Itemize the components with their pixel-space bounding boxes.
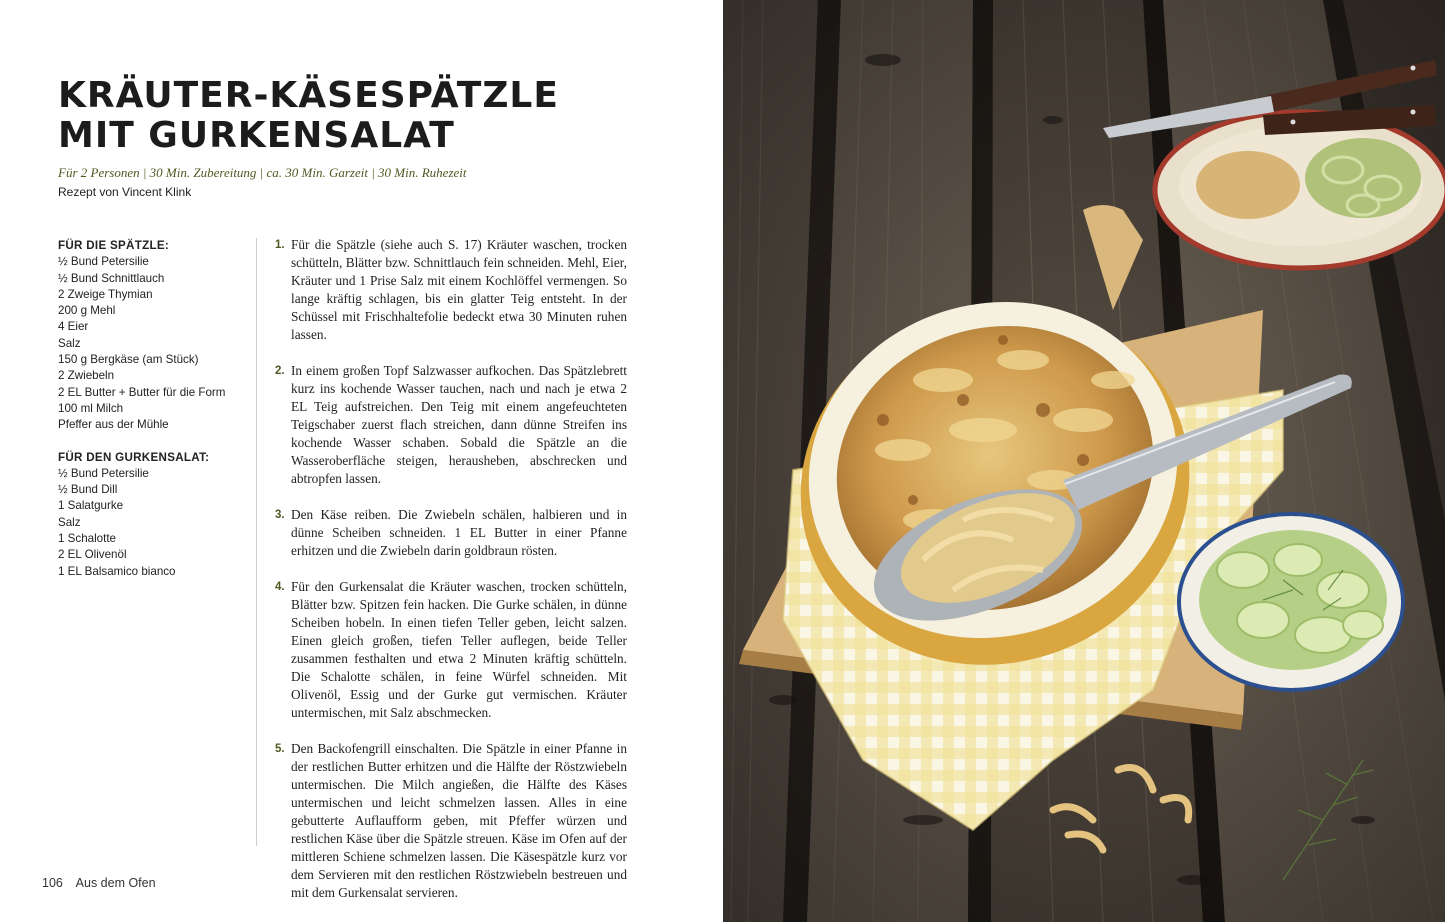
ingredient-item: 4 Eier [58,320,89,334]
ingredient-item: ½ Bund Petersilie [58,255,149,269]
step-text: In einem großen Topf Salzwasser aufkochen. Das Spätzlebrett kurz ins kochende Wasser tauchen, nach und nach je etwa 2 EL Teig aufstreichen. Den Teig mit einem angefeuchteten Teigschaber zuerst flach streichen, dann dünne Streifen ins kochende Wasser schaben. Sobald die Spätzle an die Wasseroberfläche steigen, herausheben, abschrecken und abtropfen lassen. [291,363,627,486]
column-divider [256,238,257,846]
ingredient-item: 2 Zwiebeln [58,369,115,383]
cucumber-salad-bowl [1179,514,1403,690]
page-number: 106 [42,876,63,890]
recipe-title-line-2: MIT GURKENSALAT [58,115,455,156]
ingredient-group-gurkensalat [58,450,248,580]
ingredients-list [58,238,248,580]
ingredient-item: Pfeffer aus der Mühle [58,418,169,432]
ingredient-group-heading: FÜR DIE SPÄTZLE: [58,239,170,252]
recipe-title-line-1: KRÄUTER-KÄSESPÄTZLE [58,75,559,116]
ingredient-item: 200 g Mehl [58,304,116,318]
food-photo [723,0,1445,922]
preparation-steps [272,236,627,920]
step-3 [272,506,627,560]
recipe-meta: Für 2 Personen | 30 Min. Zubereitung | ca. 30 Min. Garzeit | 30 Min. Ruhezeit [58,165,467,180]
step-text: Für die Spätzle (siehe auch S. 17) Kräuter waschen, trocken schütteln, Blätter bzw. Schnittlauch fein schneiden. Mehl, Eier, Kräuter und 1 Prise Salz mit einem Kochlöffel vermengen. So lange kräftig schlagen, bis ein glatter Teig entsteht. In der Schüssel mit Frischhaltefolie bedeckt etwa 30 Minuten ruhen lassen. [291,237,627,342]
step-number: 5. [275,743,285,755]
ingredient-item: 1 Salatgurke [58,499,124,513]
ingredient-item: ½ Bund Dill [58,483,118,497]
step-number: 4. [275,581,285,593]
ingredient-item: ½ Bund Schnittlauch [58,271,165,285]
recipe-author: Rezept von Vincent Klink [58,185,192,199]
step-text: Den Käse reiben. Die Zwiebeln schälen, halbieren und in dünne Scheiben schneiden. 1 EL Butter in einer Pfanne erhitzen und die Zwiebeln darin goldbraun rösten. [291,507,627,558]
ingredient-item: 2 Zweige Thymian [58,287,153,301]
ingredient-item: 100 ml Milch [58,401,124,415]
ingredient-item: Salz [58,336,81,350]
section-name: Aus dem Ofen [75,876,156,890]
step-1 [272,236,627,344]
ingredient-item: 2 EL Butter + Butter für die Form [58,385,226,399]
ingredient-item: Salz [58,515,81,529]
page-footer [42,876,156,890]
ingredient-item: 2 EL Olivenöl [58,548,127,562]
step-text: Für den Gurkensalat die Kräuter waschen, trocken schütteln, Blätter bzw. Spitzen fein hacken. Die Gurke schälen, in dünne Scheiben hobeln. In einen tiefen Teller geben, leicht salzen. Einen gleich großen, tiefen Teller auflegen, beide Teller zusammen festhalten und etwa 2 Minuten kräftig schütteln. Die Schalotte schälen, in feine Würfel schneiden. Mit Olivenöl, Essig und der Gurke gut vermischen. Kräuter untermischen, mit Salz abschmecken. [291,579,627,720]
ingredient-group-heading: FÜR DEN GURKENSALAT: [58,450,210,464]
side-plate [1155,112,1445,268]
ingredient-item: 150 g Bergkäse (am Stück) [58,353,199,367]
step-5 [272,740,627,902]
ingredient-item: 1 EL Balsamico bianco [58,564,176,578]
step-4 [272,578,627,722]
step-number: 1. [275,239,285,251]
step-2 [272,362,627,488]
ingredient-group-spaetzle [58,238,248,434]
ingredient-item: ½ Bund Petersilie [58,466,149,480]
step-text: Den Backofengrill einschalten. Die Spätzle in einer Pfanne in der restlichen Butter erhitzen und die Hälfte der Röstzwiebeln untermischen. Die Milch angießen, die Hälfte des Käses untermischen und leicht schmelzen lassen. Alles in eine gebutterte Auflaufform geben, mit Pfeffer würzen und restlichen Käse über die Spätzle streuen. Käse im Ofen auf der mittleren Schiene schmelzen lassen. Die Käsespätzle kurz vor dem Servieren mit den restlichen Röstzwiebeln bestreuen und mit dem Gurkensalat servieren. [291,741,627,900]
step-number: 3. [275,509,285,521]
recipe-title [58,76,559,156]
step-number: 2. [275,365,285,377]
ingredient-item: 1 Schalotte [58,532,117,546]
